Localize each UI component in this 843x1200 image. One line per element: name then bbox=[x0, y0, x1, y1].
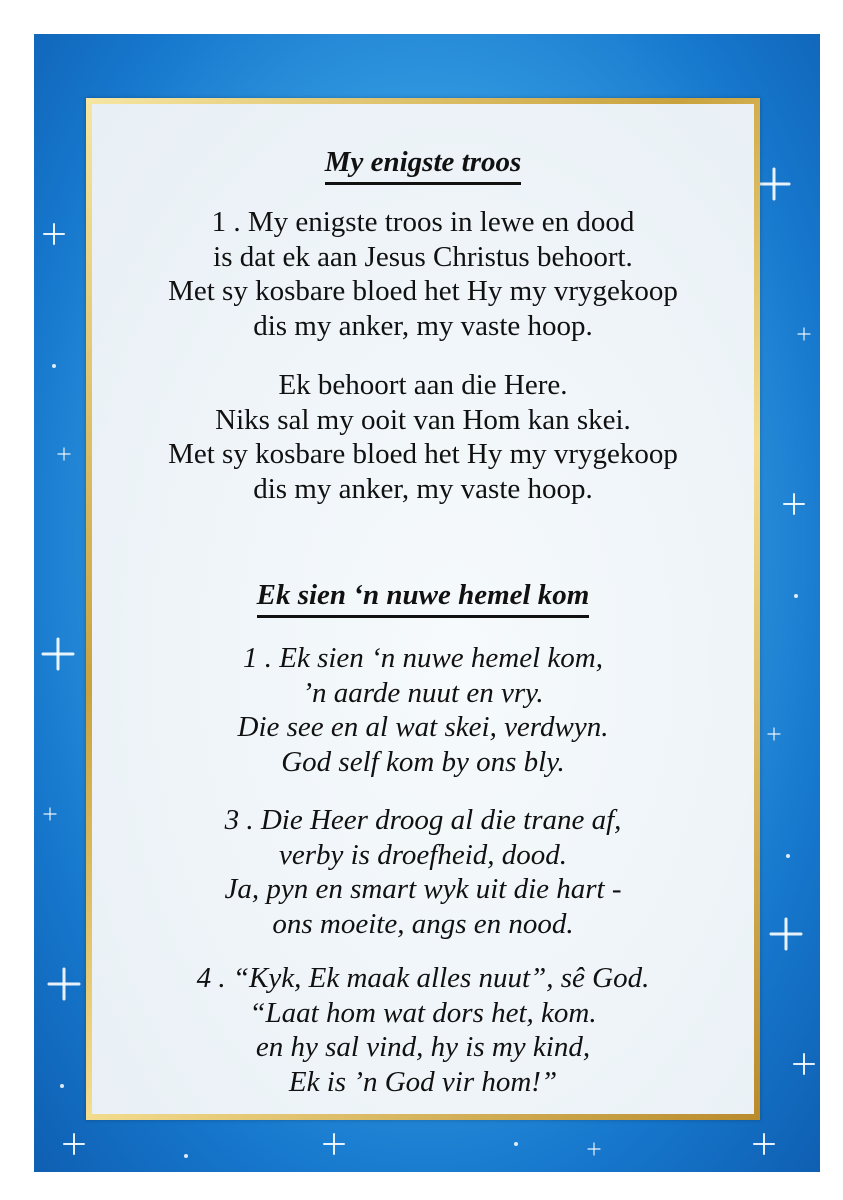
star-dot bbox=[60, 1084, 64, 1088]
sparkle-icon bbox=[783, 493, 805, 515]
stanza-line: 4 . “Kyk, Ek maak alles nuut”, sê God. bbox=[196, 962, 650, 994]
sparkle-icon bbox=[770, 918, 803, 951]
sparkle-icon bbox=[793, 1053, 815, 1075]
stanza-line: Met sy kosbare bloed het Hy my vrygekoop bbox=[168, 438, 678, 470]
song2-stanza-4 bbox=[92, 961, 754, 1099]
song1-title-text: My enigste troos bbox=[325, 146, 522, 185]
sparkle-icon bbox=[43, 223, 65, 245]
stanza-line: ’n aarde nuut en vry. bbox=[302, 676, 544, 709]
stanza-line: 1 . Ek sien ‘n nuwe hemel kom, bbox=[243, 642, 603, 674]
stanza-line: God self kom by ons bly. bbox=[281, 745, 565, 778]
sparkle-icon bbox=[587, 1142, 600, 1155]
stanza-line: verby is droefheid, dood. bbox=[278, 838, 568, 871]
sparkle-icon bbox=[48, 968, 81, 1001]
stanza-line: Ek behoort aan die Here. bbox=[278, 369, 568, 401]
sparkle-icon bbox=[57, 447, 70, 460]
stanza-line: 3 . Die Heer droog al die trane af, bbox=[224, 804, 622, 836]
song2-stanza-3 bbox=[92, 803, 754, 941]
stanza-line: Ek is ’n God vir hom!” bbox=[288, 1065, 558, 1098]
star-dot bbox=[794, 594, 798, 598]
gold-frame bbox=[86, 98, 760, 1120]
song2-title bbox=[92, 579, 754, 618]
text-panel bbox=[92, 104, 754, 1114]
star-dot bbox=[52, 364, 56, 368]
stanza-line: Met sy kosbare bloed het Hy my vrygekoop bbox=[168, 275, 678, 307]
sparkle-icon bbox=[767, 727, 780, 740]
sparkle-icon bbox=[753, 1133, 775, 1155]
song1-title bbox=[92, 146, 754, 185]
song2-title-text: Ek sien ‘n nuwe hemel kom bbox=[257, 579, 590, 618]
song1-stanza-2 bbox=[92, 368, 754, 506]
sparkle-icon bbox=[63, 1133, 85, 1155]
sparkle-icon bbox=[43, 807, 56, 820]
stanza-line: is dat ek aan Jesus Christus behoort. bbox=[213, 240, 633, 273]
sparkle-icon bbox=[797, 327, 810, 340]
stanza-line: Niks sal my ooit van Hom kan skei. bbox=[215, 403, 631, 436]
star-dot bbox=[514, 1142, 518, 1146]
song2-stanza-1 bbox=[92, 641, 754, 779]
sparkle-icon bbox=[42, 638, 75, 671]
sparkle-icon bbox=[323, 1133, 345, 1155]
stanza-line: dis my anker, my vaste hoop. bbox=[253, 472, 593, 505]
star-dot bbox=[786, 854, 790, 858]
stanza-line: Ja, pyn en smart wyk uit die hart - bbox=[224, 873, 622, 905]
stanza-line: en hy sal vind, hy is my kind, bbox=[255, 1031, 591, 1063]
stanza-line: dis my anker, my vaste hoop. bbox=[253, 309, 593, 342]
sparkle-icon bbox=[758, 168, 791, 201]
star-dot bbox=[184, 1154, 188, 1158]
stanza-line: 1 . My enigste troos in lewe en dood bbox=[211, 206, 635, 238]
song1-stanza-1 bbox=[92, 205, 754, 343]
stanza-line: “Laat hom wat dors het, kom. bbox=[249, 996, 597, 1029]
stanza-line: Die see en al wat skei, verdwyn. bbox=[237, 711, 609, 743]
stanza-line: ons moeite, angs en nood. bbox=[272, 907, 574, 940]
